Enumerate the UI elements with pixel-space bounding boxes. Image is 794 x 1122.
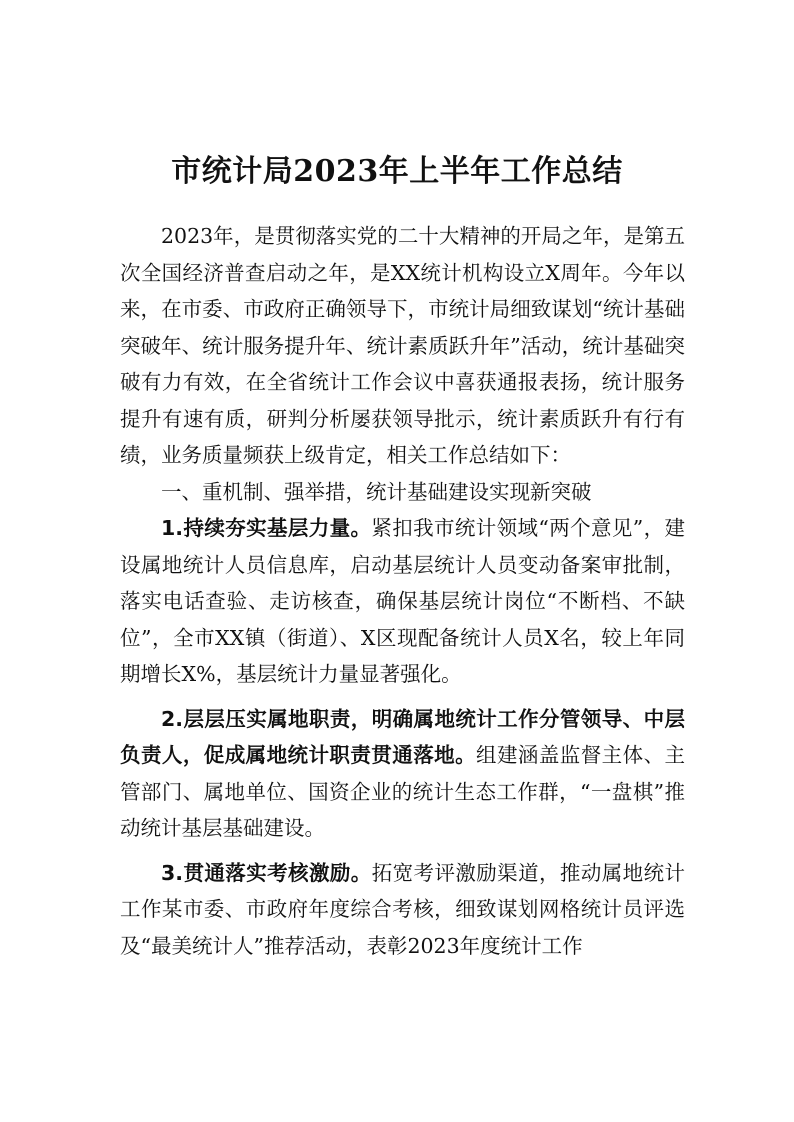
item-text: 拓宽考评激励渠道，推动属地统计工作某市委、市政府年度综合考核，细致谋划网格统计员评选及“最美统计人”推荐活动，表彰2023年度统计工作 [120,860,685,958]
item-text: 组建涵盖监督主体、主管部门、属地单位、国资企业的统计生态工作群，“一盘棋”推动统计基层基础建设。 [120,743,686,840]
section-heading: 一、重机制、强举措，统计基础建设实现新突破 [161,479,592,504]
document-body [120,218,685,964]
item-text: 紧扣我市统计领域“两个意见”，建设属地统计人员信息库，启动基层统计人员变动备案审批制，落实电话查验、走访核查，确保基层统计岗位“不断档、不缺位”，全市XX镇（街道）、X区现配备统计人员X名，较上年同期增长X%，基层统计力量显著强化。 [120,516,686,686]
item-number: 1. [161,516,184,540]
intro-paragraph: 2023年，是贯彻落实党的二十大精神的开局之年，是第五次全国经济普查启动之年，是XX统计机构设立X周年。今年以来，在市委、市政府正确领导下，市统计局细致谋划“统计基础突破年、统计服务提升年、统计素质跃升年”活动，统计基础突破有力有效，在全省统计工作会议中喜获通报表扬，统计服务提升有速有质，研判分析屡获领导批示，统计素质跃升有行有绩，业务质量频获上级肯定，相关工作总结如下： [120,224,685,467]
item-number: 3. [161,860,184,885]
item-number: 2. [161,706,184,731]
item-lead: 层层压实属地职责，明确属地统计工作分管领导、中层负责人，促成属地统计职责贯通落地。 [120,706,685,767]
item-lead: 贯通落实考核激励。 [183,860,372,885]
item-paragraph [120,855,685,965]
item-paragraph [120,510,685,693]
item-lead: 持续夯实基层力量。 [183,516,372,540]
item-paragraph [120,701,685,847]
document-title: 市统计局2023年上半年工作总结 [171,154,623,190]
